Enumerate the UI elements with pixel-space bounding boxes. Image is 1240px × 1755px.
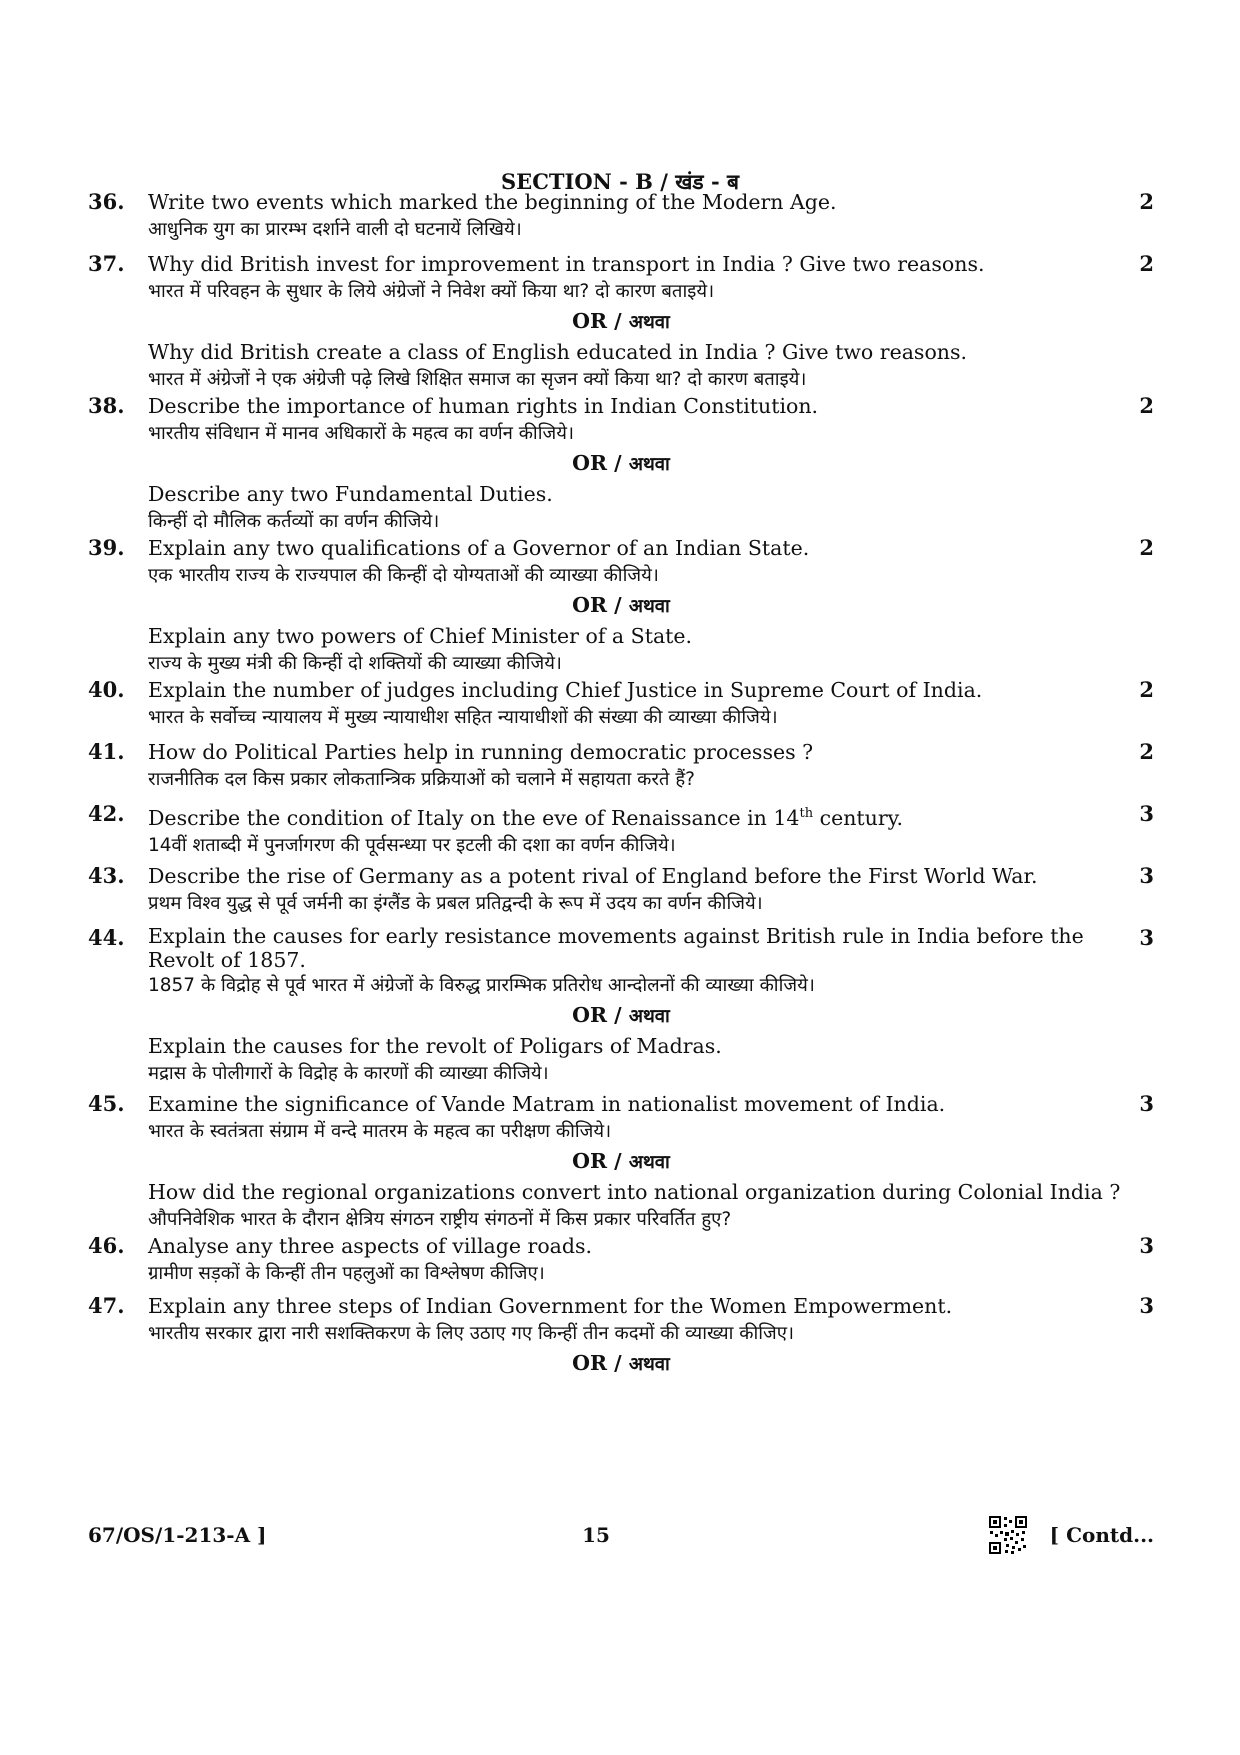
question-text-en: Explain the number of judges including Chief Justice in Supreme Court of India. <box>148 678 983 702</box>
question-text-en: Describe the rise of Germany as a potent rival of England before the First World War. <box>148 864 1038 888</box>
question-text-hi: 1857 के विद्रोह से पूर्व भारत में अंग्रेजों के विरुद्ध प्रारम्भिक प्रतिरोध आन्दोलनों की व्याख्या कीजिये। <box>148 975 815 996</box>
question-text-en: Describe the importance of human rights in Indian Constitution. <box>148 394 819 418</box>
question-number: 45. <box>88 1091 125 1116</box>
question-marks: 3 <box>1139 801 1154 826</box>
question-number: 42. <box>88 801 125 826</box>
question-number: 37. <box>88 251 125 276</box>
question-marks: 2 <box>1139 251 1154 276</box>
question-text-en: Explain the causes for early resistance movements against British rule in India before the Revolt of 1857. <box>148 924 1084 972</box>
question-marks: 3 <box>1139 1293 1154 1318</box>
question-body <box>148 250 1103 394</box>
question-text-en: How do Political Parties help in running democratic processes ? <box>148 740 814 764</box>
alternative-question-text-en: Describe any two Fundamental Duties. <box>148 482 553 506</box>
question-body <box>148 392 1103 536</box>
alternative-question-text-en: Why did British create a class of English educated in India ? Give two reasons. <box>148 340 968 364</box>
question-text-hi: भारत के स्वतंत्रता संग्राम में वन्दे मातरम के महत्व का परीक्षण कीजिये। <box>148 1121 612 1142</box>
alternative-question-text-hi: किन्हीं दो मौलिक कर्तव्यों का वर्णन कीजिये। <box>148 511 440 532</box>
or-divider: OR / अथवा <box>572 1351 670 1375</box>
question-text-en: Write two events which marked the beginning of the Modern Age. <box>148 190 837 214</box>
question-body <box>148 924 1103 1088</box>
question-marks: 3 <box>1139 863 1154 888</box>
question-marks: 3 <box>1139 1091 1154 1116</box>
question-marks: 2 <box>1139 677 1154 702</box>
question-text-hi: भारतीय सरकार द्वारा नारी सशक्तिकरण के लिए उठाए गए किन्हीं तीन कदमों की व्याख्या कीजिए। <box>148 1323 795 1344</box>
question-text-hi: भारत में परिवहन के सुधार के लिये अंग्रेजों ने निवेश क्यों किया था? दो कारण बताइये। <box>148 281 715 302</box>
question-body <box>148 1232 1103 1288</box>
question-body <box>148 800 1103 860</box>
question-number: 40. <box>88 677 125 702</box>
question-text-hi: प्रथम विश्व युद्ध से पूर्व जर्मनी का इंग्लैंड के प्रबल प्रतिद्वन्दी के रूप में उदय का वर्णन कीजिये। <box>148 893 763 914</box>
question-number: 36. <box>88 189 125 214</box>
question-marks: 2 <box>1139 393 1154 418</box>
question-text-hi: भारतीय संविधान में मानव अधिकारों के महत्व का वर्णन कीजिये। <box>148 423 574 444</box>
alternative-question-text-hi: मद्रास के पोलीगारों के विद्रोह के कारणों की व्याख्या कीजिये। <box>148 1063 549 1084</box>
question-body <box>148 1090 1121 1234</box>
alternative-question-text-en: How did the regional organizations convert into national organization during Colonial India ? <box>148 1180 1121 1204</box>
question-number: 44. <box>88 925 125 950</box>
alternative-question-text-en: Explain the causes for the revolt of Poligars of Madras. <box>148 1034 722 1058</box>
section-title: SECTION - B / खंड - ब <box>501 169 739 194</box>
question-text-hi: राजनीतिक दल किस प्रकार लोकतान्त्रिक प्रक्रियाओं को चलाने में सहायता करते हैं? <box>148 769 695 790</box>
question-number: 39. <box>88 535 125 560</box>
alternative-question-text-hi: भारत में अंग्रेजों ने एक अंग्रेजी पढ़े लिखे शिक्षित समाज का सृजन क्यों किया था? दो कारण बताइये। <box>148 369 807 390</box>
question-text-en: Why did British invest for improvement in transport in India ? Give two reasons. <box>148 252 985 276</box>
qr-code-icon <box>988 1515 1028 1555</box>
continued-label: [ Contd... <box>1049 1523 1154 1547</box>
alternative-question-text-hi: औपनिवेशिक भारत के दौरान क्षेत्रिय संगठन राष्ट्रीय संगठनों में किस प्रकार परिवर्तित हुए? <box>148 1209 732 1230</box>
question-marks: 3 <box>1139 925 1154 950</box>
or-divider: OR / अथवा <box>572 309 670 333</box>
question-text-hi: आधुनिक युग का प्रारम्भ दर्शाने वाली दो घटनायें लिखिये। <box>148 219 522 240</box>
question-text-hi: 14वीं शताब्दी में पुनर्जागरण की पूर्वसन्ध्या पर इटली की दशा का वर्णन कीजिये। <box>148 834 676 856</box>
question-text-en: Analyse any three aspects of village roads. <box>148 1234 593 1258</box>
alternative-question-text-en: Explain any two powers of Chief Minister of a State. <box>148 624 693 648</box>
question-text-en: Describe the condition of Italy on the eve of Renaissance in 14th century. <box>148 805 904 830</box>
question-marks: 2 <box>1139 535 1154 560</box>
question-marks: 3 <box>1139 1233 1154 1258</box>
question-text-hi: एक भारतीय राज्य के राज्यपाल की किन्हीं दो योग्यताओं की व्याख्या कीजिये। <box>148 565 659 586</box>
question-body <box>148 534 1103 678</box>
question-body <box>148 188 1103 244</box>
page-number: 15 <box>582 1523 610 1547</box>
question-text-hi: भारत के सर्वोच्च न्यायालय में मुख्य न्यायाधीश सहित न्यायाधीशों की संख्या की व्याख्या कीजिये। <box>148 707 778 728</box>
or-divider: OR / अथवा <box>572 1003 670 1027</box>
page-footer <box>88 1515 1154 1555</box>
or-divider: OR / अथवा <box>572 1149 670 1173</box>
question-body <box>148 1292 1103 1380</box>
question-marks: 2 <box>1139 189 1154 214</box>
question-text-en: Explain any two qualifications of a Governor of an Indian State. <box>148 536 810 560</box>
question-number: 46. <box>88 1233 125 1258</box>
question-marks: 2 <box>1139 739 1154 764</box>
question-body <box>148 676 1103 732</box>
or-divider: OR / अथवा <box>572 593 670 617</box>
paper-code: 67/OS/1-213-A ] <box>88 1523 267 1547</box>
alternative-question-text-hi: राज्य के मुख्य मंत्री की किन्हीं दो शक्तियों की व्याख्या कीजिये। <box>148 653 562 674</box>
question-body <box>148 738 1103 794</box>
or-divider: OR / अथवा <box>572 451 670 475</box>
question-text-en: Examine the significance of Vande Matram in nationalist movement of India. <box>148 1092 946 1116</box>
question-number: 47. <box>88 1293 125 1318</box>
question-number: 41. <box>88 739 125 764</box>
question-number: 38. <box>88 393 125 418</box>
question-text-en: Explain any three steps of Indian Government for the Women Empowerment. <box>148 1294 953 1318</box>
question-text-hi: ग्रामीण सड़कों के किन्हीं तीन पहलुओं का विश्लेषण कीजिए। <box>148 1263 545 1284</box>
question-body <box>148 862 1103 918</box>
question-number: 43. <box>88 863 125 888</box>
